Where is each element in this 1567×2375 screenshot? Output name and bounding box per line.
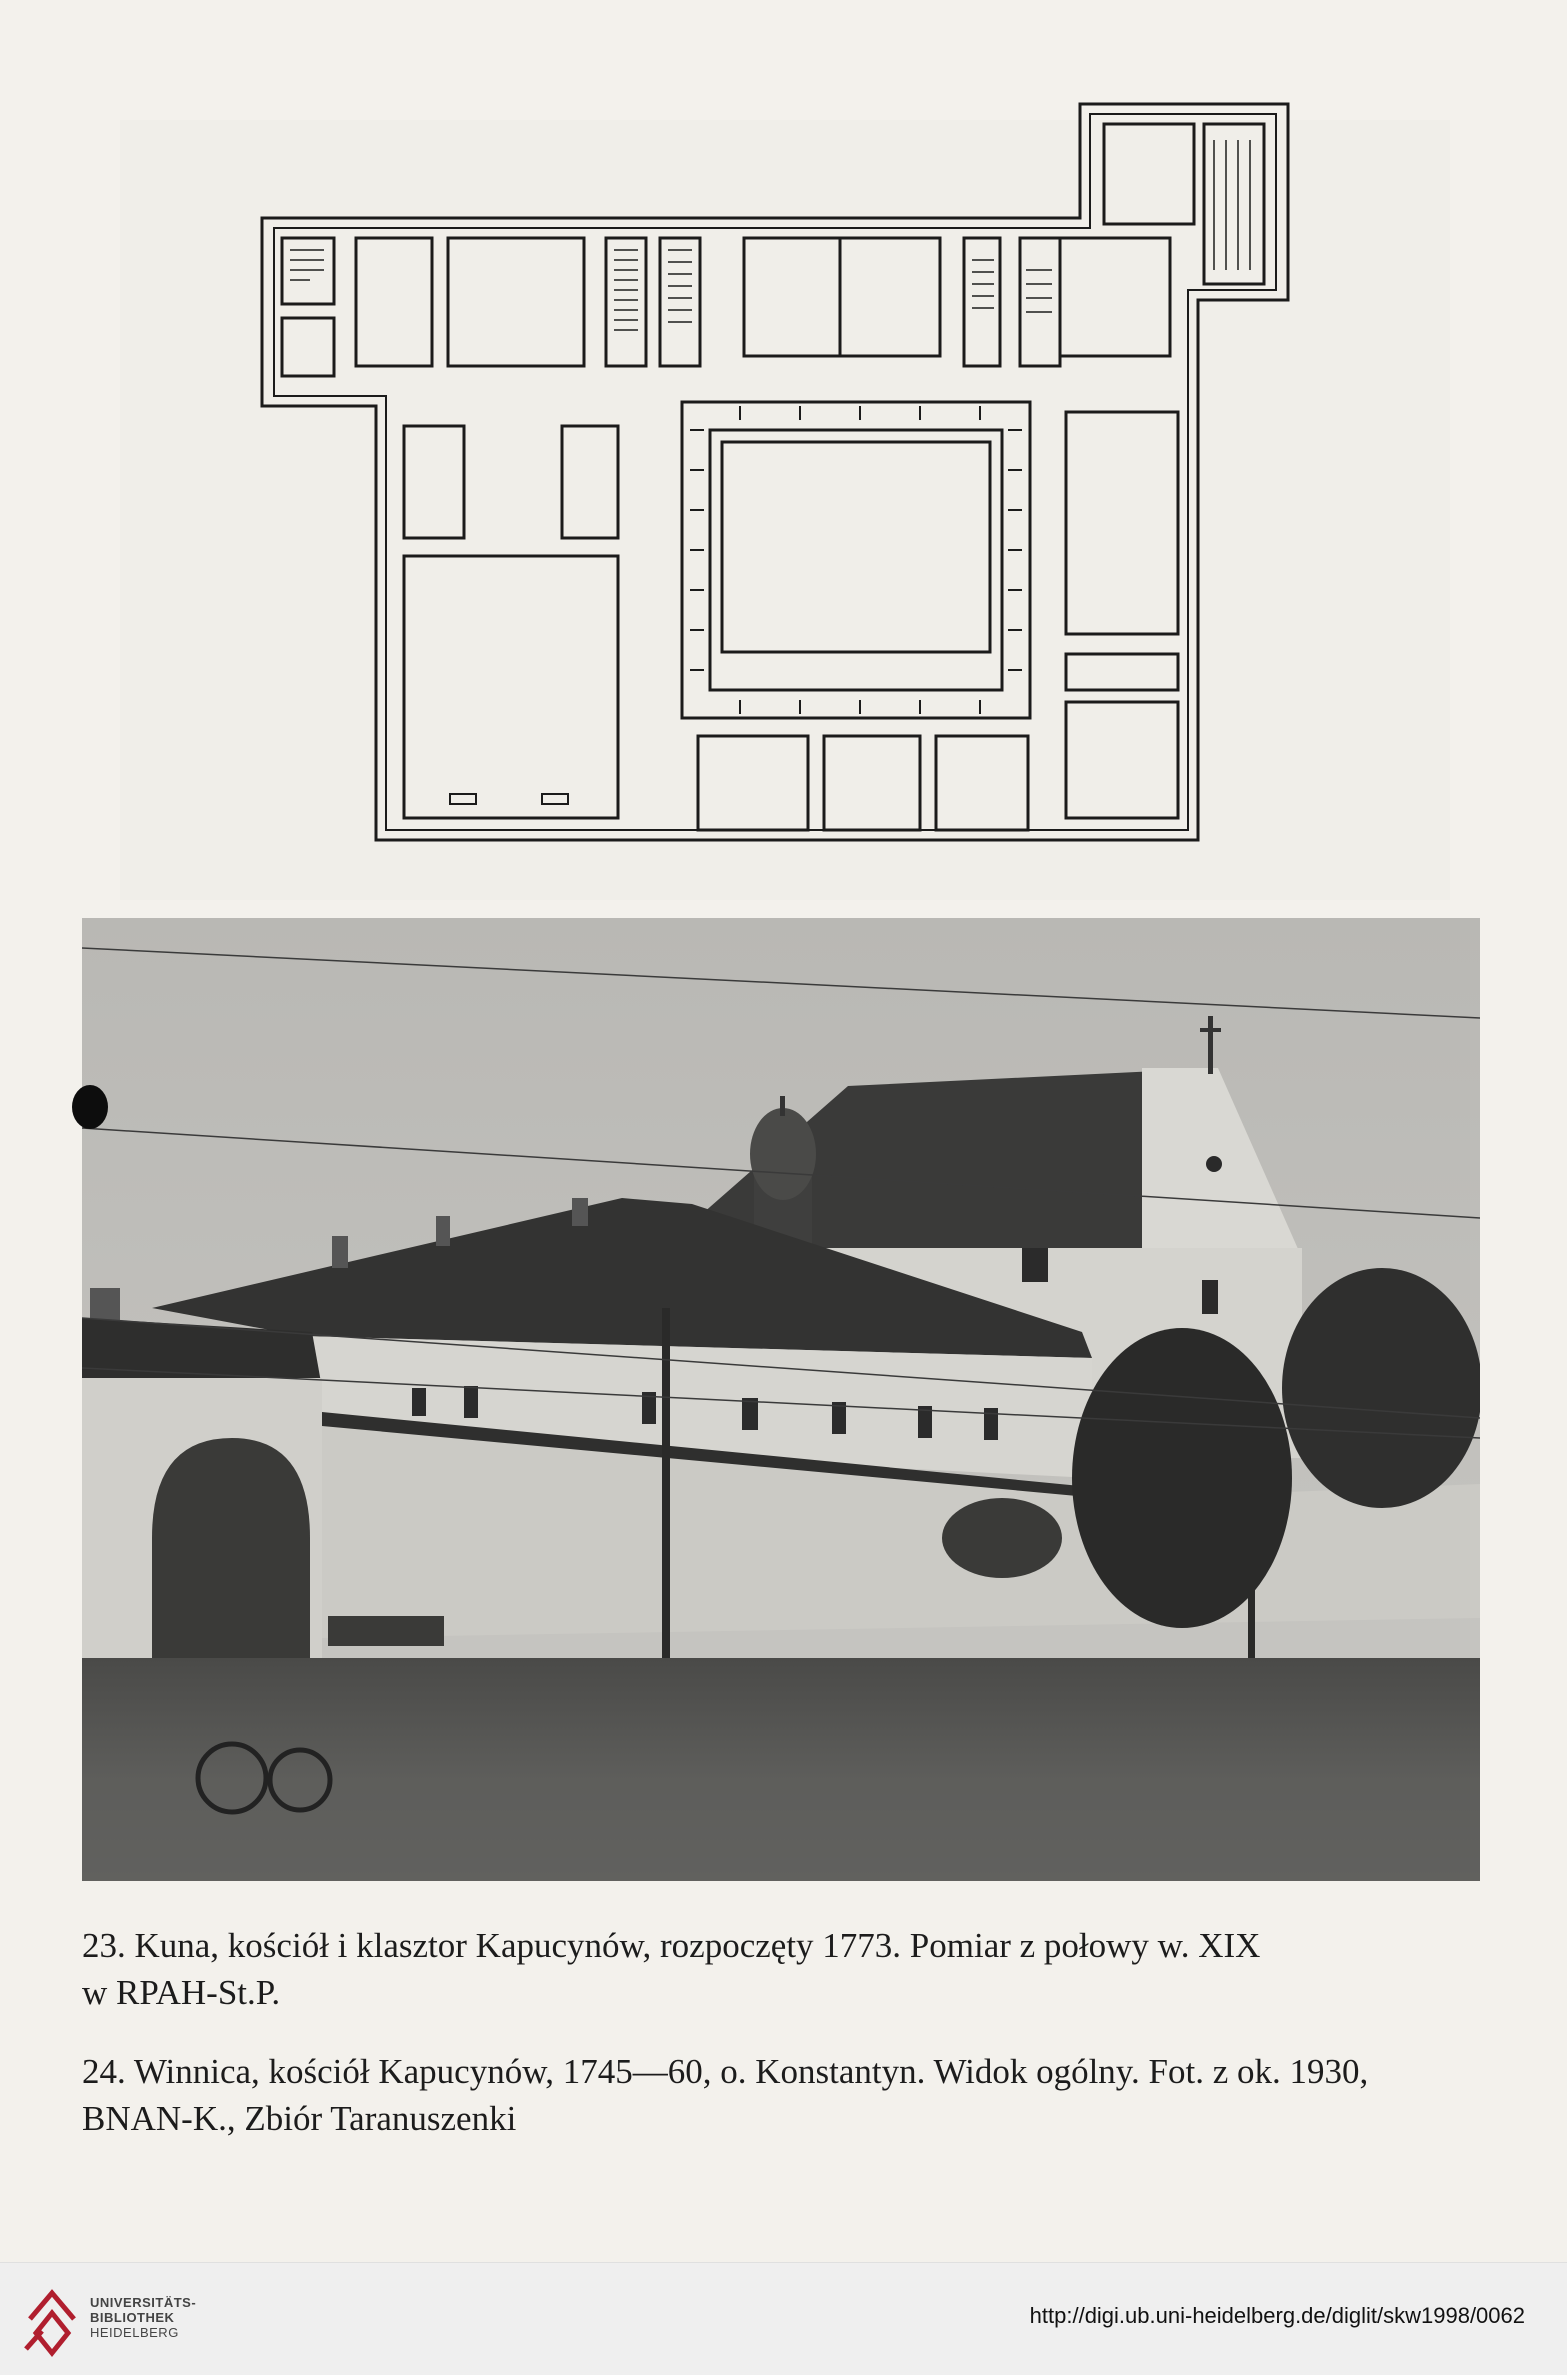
- cloister-walk: [682, 402, 1030, 718]
- room: [1066, 654, 1178, 690]
- courtyard: [722, 442, 990, 652]
- room: [606, 238, 646, 366]
- library-name-line-1: UNIVERSITÄTS-: [90, 2295, 197, 2310]
- room: [824, 736, 920, 830]
- caption-23-line-1: 23. Kuna, kościół i klasztor Kapucynów, rozpoczęty 1773. Pomiar z połowy w. XIX: [82, 1926, 1261, 1965]
- viewer-footer: [0, 2262, 1567, 2375]
- room: [282, 318, 334, 376]
- room: [936, 736, 1028, 830]
- room: [964, 238, 1000, 366]
- caption-24-line-2: BNAN-K., Zbiór Taranuszenki: [82, 2099, 517, 2138]
- room: [1066, 412, 1178, 634]
- room: [562, 426, 618, 538]
- caption-figure-23: [82, 1922, 1480, 2016]
- caption-figure-24: [82, 2048, 1480, 2142]
- caption-23-line-2: w RPAH-St.P.: [82, 1973, 281, 2012]
- library-name-line-2: BIBLIOTHEK: [90, 2310, 175, 2325]
- library-name-line-3: HEIDELBERG: [90, 2325, 179, 2340]
- room: [1066, 702, 1178, 818]
- caption-24-line-1: 24. Winnica, kościół Kapucynów, 1745—60, o. Konstantyn. Widok ogólny. Fot. z ok. 1930,: [82, 2052, 1369, 2091]
- church-photograph: [82, 918, 1480, 1881]
- photo-rendering: [82, 918, 1480, 1881]
- floor-plan-drawing: [260, 100, 1300, 850]
- room: [1020, 238, 1060, 366]
- room: [660, 238, 700, 366]
- room: [744, 238, 840, 356]
- room: [404, 426, 464, 538]
- room: [698, 736, 808, 830]
- university-library-logo-icon[interactable]: [22, 2279, 80, 2359]
- room: [840, 238, 940, 356]
- room: [356, 238, 432, 366]
- room: [448, 238, 584, 366]
- room: [404, 556, 618, 818]
- room: [1104, 124, 1194, 224]
- library-name[interactable]: [90, 2295, 196, 2340]
- room: [282, 238, 334, 304]
- permalink-url[interactable]: http://digi.ub.uni-heidelberg.de/diglit/skw1998/0062: [1029, 2303, 1525, 2328]
- room: [1204, 124, 1264, 284]
- outer-wall: [262, 104, 1288, 840]
- binding-hole: [72, 1085, 108, 1129]
- room: [1060, 238, 1170, 356]
- outer-wall-inner: [274, 114, 1276, 830]
